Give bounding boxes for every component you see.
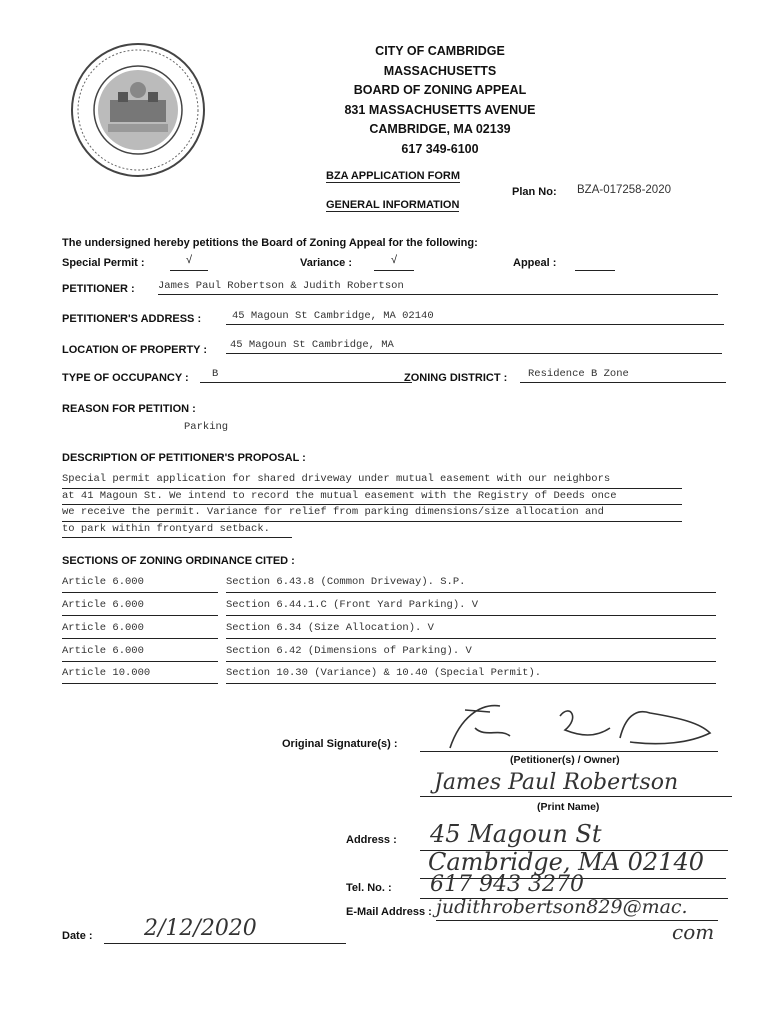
print-name-caption: (Print Name) [537, 801, 600, 813]
sig-address-line-2: Cambridge, MA 02140 [420, 848, 726, 879]
sig-address-label: Address : [346, 834, 397, 846]
proposal-line-1: Special permit application for shared driveway under mutual easement with our neighbors [62, 472, 682, 489]
intro-text: The undersigned hereby petitions the Board of Zoning Appeal for the following: [62, 237, 478, 249]
appeal-label: Appeal : [513, 257, 557, 269]
print-name-value: James Paul Robertson [420, 770, 732, 797]
header-line-6: 617 349-6100 [401, 141, 479, 156]
special-permit-field [170, 254, 208, 271]
section-text: Section 6.43.8 (Common Driveway). S.P. [226, 576, 716, 593]
tel-label: Tel. No. : [346, 882, 392, 894]
occupancy-label: TYPE OF OCCUPANCY : [62, 372, 189, 384]
section-article: Article 6.000 [62, 599, 218, 616]
petitioner-label: PETITIONER : [62, 283, 135, 295]
petitioner-address-label: PETITIONER'S ADDRESS : [62, 313, 202, 325]
section-text: Section 6.34 (Size Allocation). V [226, 622, 716, 639]
section-text: Section 6.42 (Dimensions of Parking). V [226, 645, 716, 662]
proposal-line-2: at 41 Magoun St. We intend to record the mutual easement with the Registry of Deeds once [62, 489, 682, 506]
header-line-1: CITY OF CAMBRIDGE [375, 44, 505, 58]
sections-label: SECTIONS OF ZONING ORDINANCE CITED : [62, 555, 295, 567]
email-value-continued: com [672, 920, 715, 944]
section-text: Section 10.30 (Variance) & 10.40 (Special Permit). [226, 667, 716, 684]
email-label: E-Mail Address : [346, 906, 432, 918]
reason-value: Parking [184, 421, 229, 433]
header-line-2: MASSACHUSETTS [383, 63, 497, 78]
zoning-field: Residence B Zone [520, 368, 726, 383]
signature-line [420, 750, 718, 752]
city-seal [70, 42, 206, 178]
reason-label: REASON FOR PETITION : [62, 403, 196, 415]
section-text: Section 6.44.1.C (Front Yard Parking). V [226, 599, 716, 616]
email-value: judithrobertson829@mac. [436, 896, 718, 921]
signature-label: Original Signature(s) : [282, 738, 398, 750]
proposal-line-4: to park within frontyard setback. [62, 522, 292, 539]
special-permit-check: √ [185, 254, 193, 266]
variance-field [374, 254, 414, 271]
proposal-label: DESCRIPTION OF PETITIONER'S PROPOSAL : [62, 452, 306, 464]
variance-check: √ [390, 254, 398, 266]
sig-address-line-1: 45 Magoun St [420, 820, 728, 851]
header-line-5: CAMBRIDGE, MA 02139 [369, 122, 511, 136]
occupancy-field: B [200, 368, 412, 383]
petitioner-address-field: 45 Magoun St Cambridge, MA 02140 [226, 310, 724, 325]
proposal-line-3: we receive the permit. Variance for relief from parking dimensions/size allocation and [62, 505, 682, 522]
date-label: Date : [62, 930, 93, 942]
signature-caption: (Petitioner(s) / Owner) [510, 754, 620, 766]
section-article: Article 10.000 [62, 667, 218, 684]
form-subtitle: GENERAL INFORMATION [326, 199, 460, 211]
location-field: 45 Magoun St Cambridge, MA [226, 339, 722, 354]
plan-label: Plan No: [512, 186, 557, 198]
variance-label: Variance : [300, 257, 352, 269]
date-value: 2/12/2020 [104, 916, 346, 944]
special-permit-label: Special Permit : [62, 257, 145, 269]
location-label: LOCATION OF PROPERTY : [62, 344, 208, 356]
form-title: BZA APPLICATION FORM [326, 170, 461, 182]
proposal-text [62, 472, 682, 538]
city-header [300, 42, 580, 159]
header-line-3: BOARD OF ZONING APPEAL [353, 83, 527, 97]
section-article: Article 6.000 [62, 645, 218, 662]
signature-image [420, 698, 720, 752]
header-line-4: 831 MASSACHUSETTS AVENUE [344, 102, 536, 117]
tel-value: 617 943 3270 [420, 872, 728, 899]
appeal-field [575, 254, 615, 271]
zoning-label: ZONING DISTRICT : [404, 372, 508, 384]
plan-number: BZA-017258-2020 [577, 184, 671, 196]
section-article: Article 6.000 [62, 576, 218, 593]
section-article: Article 6.000 [62, 622, 218, 639]
petitioner-field: James Paul Robertson & Judith Robertson [158, 280, 718, 295]
